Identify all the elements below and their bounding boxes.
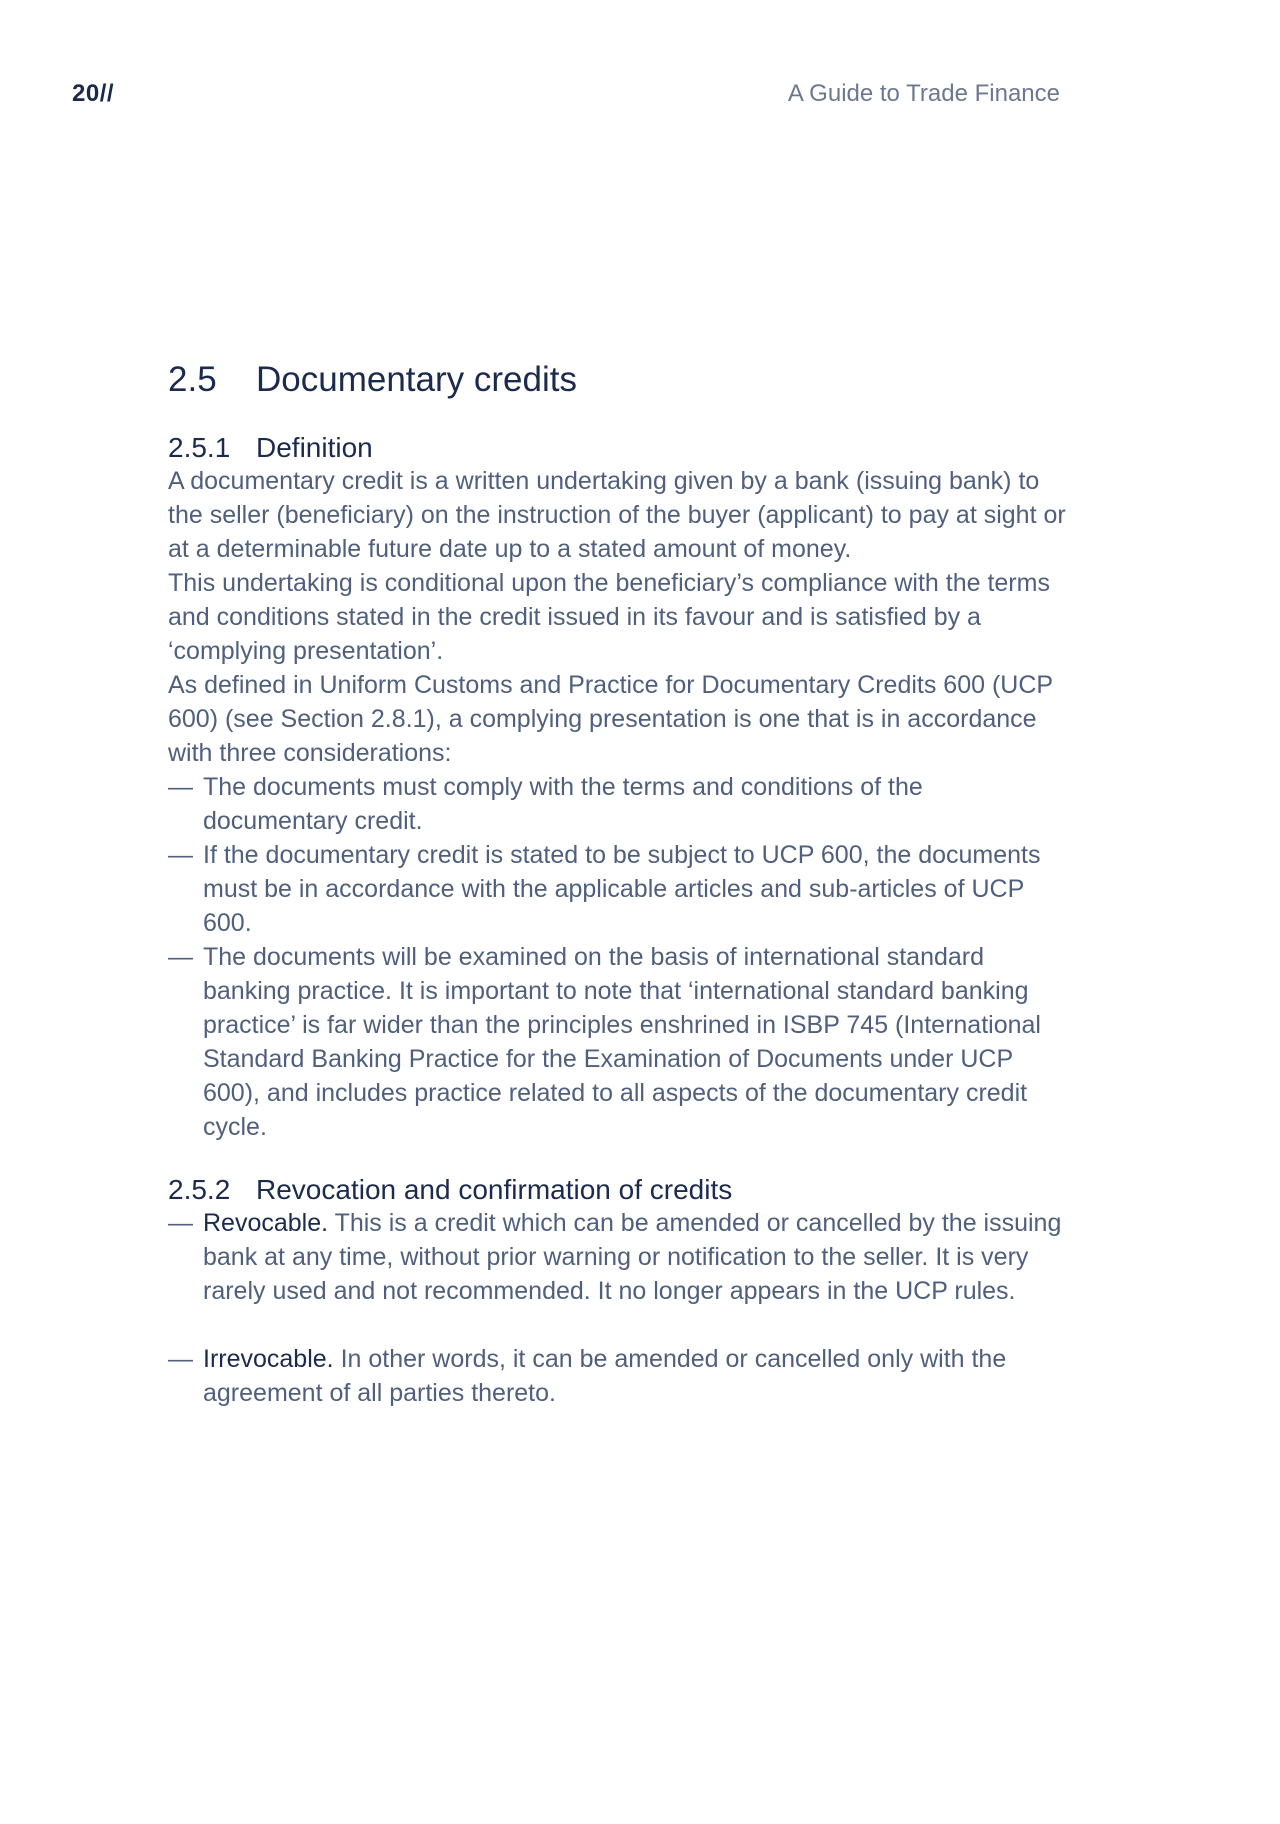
term-label: Revocable.: [203, 1209, 329, 1237]
list-item: [168, 838, 1068, 940]
credit-types-list: [168, 1206, 1068, 1410]
page-header: [72, 80, 1060, 114]
consideration-text: The documents will be examined on the basis of international standard banking practice. It is important to note that ‘international standard banking practice’ is far wider than the principles enshrined in ISBP 745 (International Standard Banking Practice for the Examination of Documents under UCP 600), and includes practice related to all aspects of the documentary credit cycle.: [203, 943, 1041, 1141]
subsection-title: Revocation and confirmation of credits: [256, 1174, 733, 1205]
term-description: This is a credit which can be amended or cancelled by the issuing bank at any time, without prior warning or notification to the seller. It is very rarely used and not recommended. It no longer appears in the UCP rules.: [203, 1209, 1062, 1305]
subsection-number: 2.5.2: [168, 1174, 231, 1205]
considerations-list: [168, 770, 1068, 1144]
list-item: [168, 940, 1068, 1144]
section-number: 2.5: [168, 360, 217, 399]
section-heading: [168, 360, 1068, 404]
consideration-text: The documents must comply with the terms and conditions of the documentary credit.: [203, 773, 923, 835]
term-description: In other words, it can be amended or cancelled only with the agreement of all parties thereto.: [203, 1345, 1007, 1407]
subsection-heading-revocation: [168, 1174, 1068, 1206]
conditional-paragraph: This undertaking is conditional upon the beneficiary’s compliance with the terms and conditions stated in the credit issued in its favour and is satisfied by a ‘complying presentation’.: [168, 569, 1050, 665]
section-title: Documentary credits: [256, 360, 577, 399]
dash-marker: —: [168, 943, 193, 971]
list-item: [168, 770, 1068, 838]
subsection-title: Definition: [256, 432, 373, 463]
dash-marker: —: [168, 1345, 193, 1373]
subsection-number: 2.5.1: [168, 432, 231, 463]
dash-marker: —: [168, 1209, 193, 1237]
list-item-revocable: [168, 1206, 1068, 1308]
definition-paragraph: A documentary credit is a written undertaking given by a bank (issuing bank) to the seller (beneficiary) on the instruction of the buyer (applicant) to pay at sight or at a determinable future date up to a stated amount of money.: [168, 467, 1066, 563]
term-label: Irrevocable.: [203, 1345, 334, 1373]
page-content: [168, 360, 1068, 1410]
consideration-text: If the documentary credit is stated to be subject to UCP 600, the documents must be in accordance with the applicable articles and sub-articles of UCP 600.: [203, 841, 1041, 937]
list-item-irrevocable: [168, 1342, 1068, 1410]
dash-marker: —: [168, 841, 193, 869]
dash-marker: —: [168, 773, 193, 801]
subsection-heading-definition: [168, 432, 1068, 464]
ucp-paragraph: As defined in Uniform Customs and Practice for Documentary Credits 600 (UCP 600) (see Section 2.8.1), a complying presentation is one that is in accordance with three considerations:: [168, 671, 1053, 767]
page-number: 20//: [72, 80, 115, 107]
running-title: A Guide to Trade Finance: [787, 80, 1060, 107]
